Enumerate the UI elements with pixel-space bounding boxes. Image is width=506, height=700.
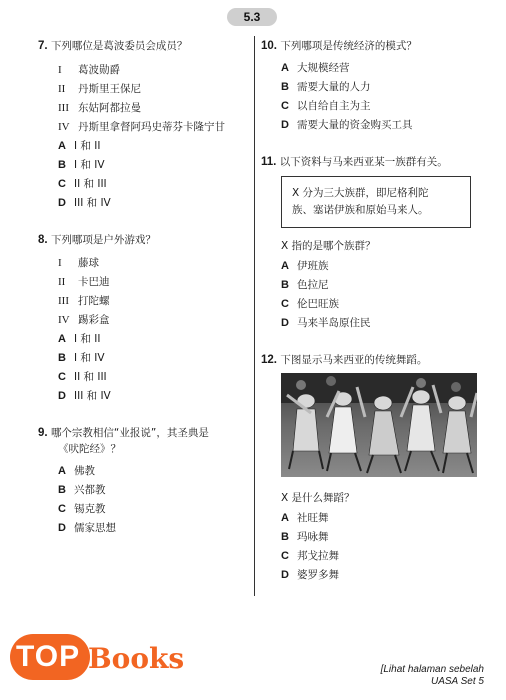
option-letter: C (281, 298, 289, 310)
question-text: 下列哪位是葛波委员会成员？ (50, 40, 188, 52)
column-divider (254, 36, 255, 596)
q11-option-c[interactable] (281, 296, 339, 311)
question-number: 10. (261, 40, 277, 52)
q7-item-3 (58, 100, 141, 115)
logo-books-text: Books (88, 642, 185, 675)
option-letter: A (58, 465, 66, 477)
q12-subquestion: X 是什么舞蹈？ (281, 492, 355, 504)
item-text: 丹斯里拿督阿玛史蒂芬卡隆宁甘 (78, 121, 225, 133)
option-letter: C (58, 371, 66, 383)
option-letter: B (58, 159, 66, 171)
item-text: 藤球 (78, 257, 99, 269)
q7-option-b[interactable] (58, 157, 105, 172)
question-number: 11. (261, 156, 277, 168)
item-text: 踢彩盒 (78, 314, 110, 326)
option-letter: D (58, 390, 66, 402)
q8-option-d[interactable] (58, 388, 111, 403)
roman-numeral: II (58, 83, 66, 95)
roman-numeral: IV (58, 121, 70, 133)
option-text: II 和 III (74, 178, 107, 190)
option-text: 佛教 (74, 465, 95, 477)
info-box (281, 176, 471, 228)
footer-set: UASA Set 5 (431, 676, 484, 687)
option-text: 伊班族 (297, 260, 329, 272)
q10-option-a[interactable] (281, 60, 350, 75)
q12-option-b[interactable] (281, 529, 329, 544)
question-9 (38, 427, 209, 441)
logo-top-text: TOP (16, 640, 81, 673)
question-number: 7. (38, 40, 48, 52)
topbooks-logo (0, 628, 190, 700)
question-text: 以下资料与马来西亚某一族群有关。 (279, 156, 448, 168)
q7-option-a[interactable] (58, 138, 100, 153)
roman-numeral: I (58, 64, 62, 76)
info-box-line1: X 分为三大族群，即尼格利陀 (292, 187, 429, 199)
q7-option-c[interactable] (58, 176, 107, 191)
option-letter: D (281, 119, 289, 131)
q10-option-d[interactable] (281, 117, 413, 132)
q10-option-c[interactable] (281, 98, 371, 113)
question-text: 下列哪项是户外游戏？ (50, 234, 156, 246)
question-10 (261, 40, 417, 54)
option-text: III 和 IV (74, 390, 111, 402)
question-number: 8. (38, 234, 48, 246)
option-letter: B (281, 531, 289, 543)
option-letter: B (281, 279, 289, 291)
q11-option-a[interactable] (281, 258, 329, 273)
option-letter: C (58, 503, 66, 515)
item-text: 东姑阿都拉曼 (78, 102, 141, 114)
option-letter: D (281, 569, 289, 581)
q11-option-b[interactable] (281, 277, 329, 292)
item-text: 丹斯里王保尼 (78, 83, 141, 95)
option-text: I 和 IV (74, 352, 105, 364)
q7-item-1 (58, 62, 120, 77)
option-text: 需要大量的人力 (297, 81, 371, 93)
q8-item-4 (58, 312, 110, 327)
info-box-line2: 族、塞诺伊族和原始马来人。 (292, 203, 429, 216)
option-letter: B (58, 352, 66, 364)
question-9-line2 (58, 443, 121, 456)
option-letter: A (58, 140, 66, 152)
q8-option-b[interactable] (58, 350, 105, 365)
roman-numeral: III (58, 295, 69, 307)
q12-option-c[interactable] (281, 548, 339, 563)
item-text: 打陀螺 (78, 295, 110, 307)
option-text: 社旺舞 (297, 512, 329, 524)
q11-subquestion: X 指的是哪个族群？ (281, 240, 376, 252)
q9-option-c[interactable] (58, 501, 106, 516)
question-text: 下图显示马来西亚的传统舞蹈。 (280, 354, 428, 366)
dance-photo (281, 373, 477, 477)
option-text: 马来半岛原住民 (297, 317, 371, 329)
roman-numeral: IV (58, 314, 70, 326)
option-text: III 和 IV (74, 197, 111, 209)
option-text: 需要大量的资金购买工具 (297, 119, 413, 131)
option-letter: B (281, 81, 289, 93)
q8-item-3 (58, 293, 110, 308)
question-text-line1: 哪个宗教相信“业报说”，其圣典是 (50, 427, 209, 439)
option-letter: D (58, 197, 66, 209)
option-text: 大规模经营 (297, 62, 350, 74)
option-text: 兴都教 (74, 484, 106, 496)
q8-option-a[interactable] (58, 331, 100, 346)
option-text: I 和 II (74, 333, 101, 345)
option-letter: C (281, 100, 289, 112)
q9-option-b[interactable] (58, 482, 106, 497)
q7-item-4 (58, 119, 225, 134)
page-number: 5.3 (227, 8, 277, 26)
option-text: 以自给自主为主 (297, 100, 371, 112)
option-letter: A (281, 62, 289, 74)
question-number: 9. (38, 427, 48, 439)
q7-item-2 (58, 81, 141, 96)
option-text: 玛咏舞 (297, 531, 329, 543)
q9-option-a[interactable] (58, 463, 95, 478)
q9-option-d[interactable] (58, 520, 116, 535)
q11-option-d[interactable] (281, 315, 371, 330)
question-number: 12. (261, 354, 277, 366)
option-text: 邦戈拉舞 (297, 550, 339, 562)
option-letter: B (58, 484, 66, 496)
question-8 (38, 234, 156, 248)
roman-numeral: II (58, 276, 66, 288)
option-text: I 和 II (74, 140, 101, 152)
item-text: 卡巴迪 (78, 276, 110, 288)
question-11 (261, 156, 448, 170)
q8-item-2 (58, 274, 110, 289)
q7-option-d[interactable] (58, 195, 111, 210)
question-7 (38, 40, 187, 54)
option-text: 锡克教 (74, 503, 106, 515)
option-letter: D (58, 522, 66, 534)
roman-numeral: III (58, 102, 69, 114)
question-12 (261, 354, 427, 368)
option-text: 婆罗多舞 (297, 569, 339, 581)
option-letter: A (281, 260, 289, 272)
question-text-line2: 《吠陀经》？ (58, 443, 121, 455)
option-letter: D (281, 317, 289, 329)
item-text: 葛波勋爵 (78, 64, 120, 76)
option-letter: C (281, 550, 289, 562)
q8-option-c[interactable] (58, 369, 107, 384)
option-letter: A (281, 512, 289, 524)
q8-item-1 (58, 255, 99, 270)
q12-option-a[interactable] (281, 510, 329, 525)
question-text: 下列哪项是传统经济的模式？ (280, 40, 417, 52)
footer-next-page: [Lihat halaman sebelah (380, 664, 484, 675)
option-text: 伦巴旺族 (297, 298, 339, 310)
option-text: 儒家思想 (74, 522, 116, 534)
q10-option-b[interactable] (281, 79, 371, 94)
option-text: I 和 IV (74, 159, 105, 171)
q12-option-d[interactable] (281, 567, 339, 582)
option-letter: C (58, 178, 66, 190)
option-text: 色拉尼 (297, 279, 329, 291)
option-letter: A (58, 333, 66, 345)
roman-numeral: I (58, 257, 62, 269)
option-text: II 和 III (74, 371, 107, 383)
